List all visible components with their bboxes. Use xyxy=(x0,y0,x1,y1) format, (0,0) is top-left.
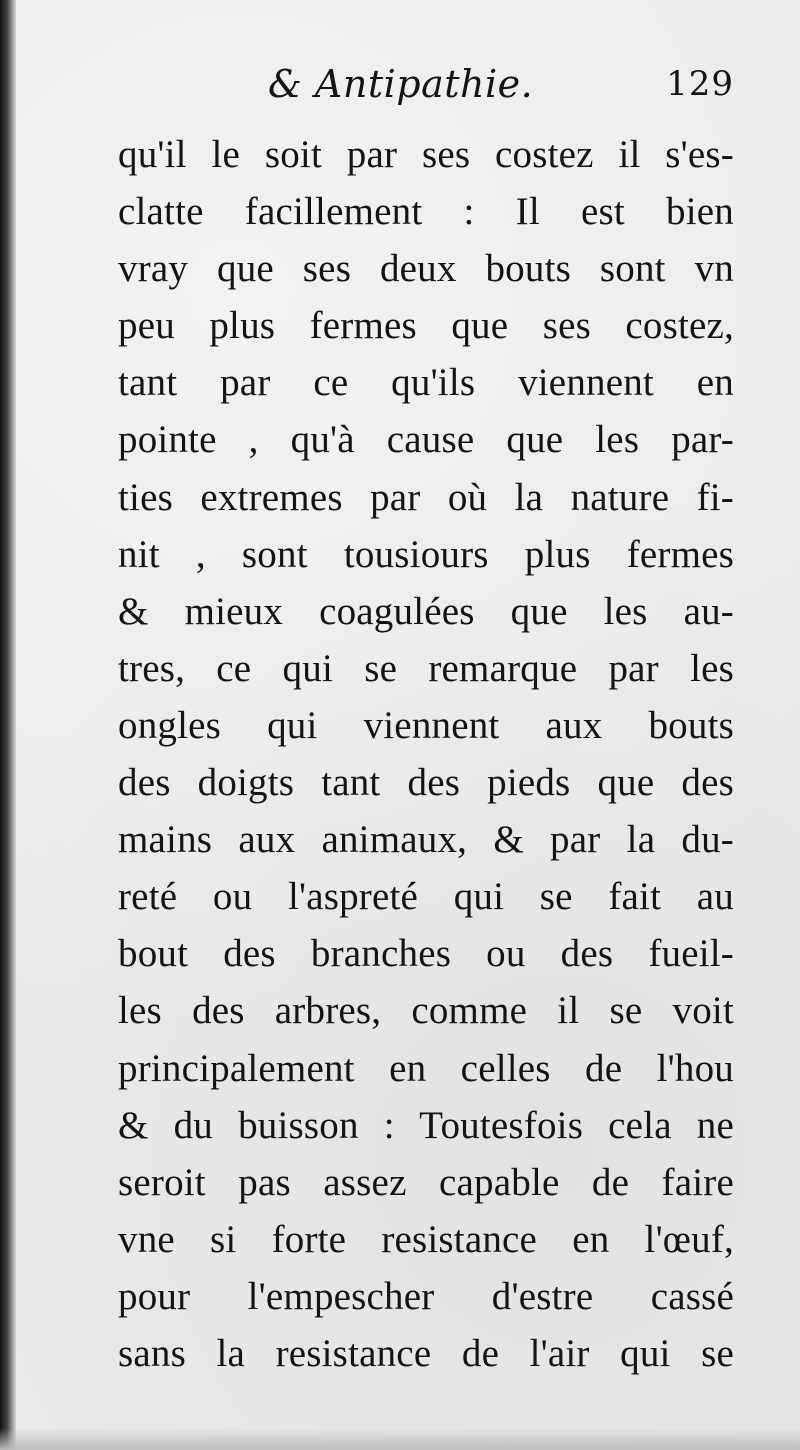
running-title: & Antipathie. xyxy=(268,62,534,106)
page-number: 129 xyxy=(666,64,734,104)
text-line: les des arbres, comme il se voit xyxy=(118,989,734,1033)
text-line: pointe , qu'à cause que les par- xyxy=(118,418,734,462)
text-line: sans la resistance de l'air qui se xyxy=(118,1331,734,1375)
text-line: principalement en celles de l'hou xyxy=(118,1046,734,1090)
text-line: bout des branches ou des fueil- xyxy=(118,932,734,976)
page-header xyxy=(118,62,734,126)
text-line: pour l'empescher d'estre cassé xyxy=(118,1274,734,1318)
text-line: reté ou l'aspreté qui se fait au xyxy=(118,875,734,919)
text-line: mains aux animaux, & par la du- xyxy=(118,818,734,862)
text-line: seroit pas assez capable de faire xyxy=(118,1160,734,1204)
text-line: ties extremes par où la nature fi- xyxy=(118,475,734,519)
text-line: & mieux coagulées que les au- xyxy=(118,589,734,633)
page-bottom-edge xyxy=(0,1428,800,1450)
text-line: vne si forte resistance en l'œuf, xyxy=(118,1217,734,1261)
text-line: des doigts tant des pieds que des xyxy=(118,761,734,805)
page-binding-edge xyxy=(0,0,16,1450)
text-line: peu plus fermes que ses costez, xyxy=(118,304,734,348)
text-line: qu'il le soit par ses costez il s'es- xyxy=(118,133,734,176)
text-line: vray que ses deux bouts sont vn xyxy=(118,247,734,291)
text-line: tant par ce qu'ils viennent en xyxy=(118,361,734,405)
text-line: ongles qui viennent aux bouts xyxy=(118,703,734,747)
text-line: nit , sont tousiours plus fermes xyxy=(118,532,734,576)
body-text xyxy=(118,126,734,1382)
text-line: & du buisson : Toutesfois cela ne xyxy=(118,1103,734,1147)
text-line: clatte facillement : Il est bien xyxy=(118,190,734,234)
text-line: tres, ce qui se remarque par les xyxy=(118,646,734,690)
